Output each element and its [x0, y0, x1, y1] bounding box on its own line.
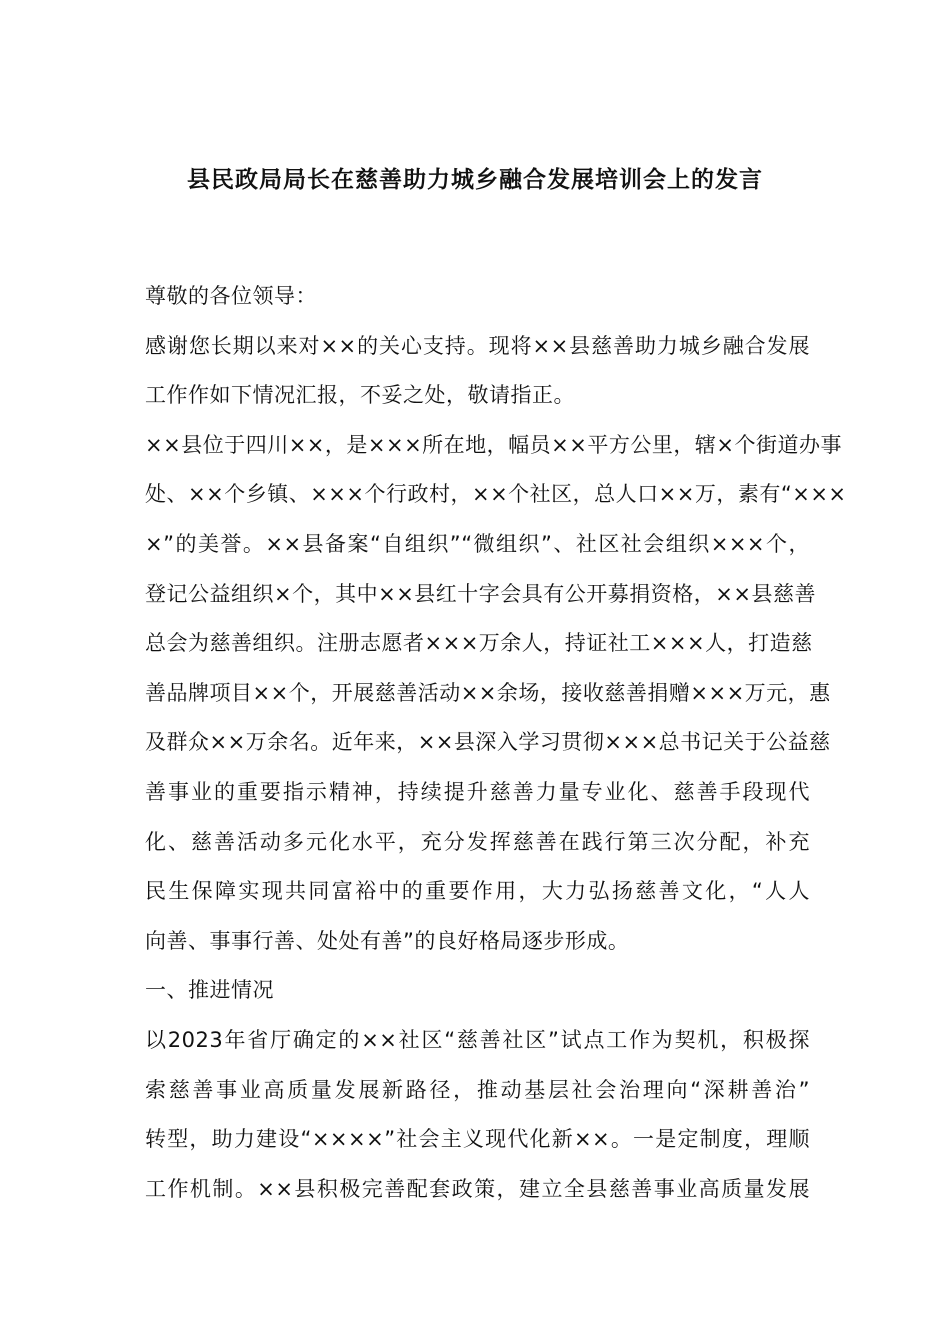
paragraph-line: 善品牌项目××个，开展慈善活动××余场，接收慈善捐赠×××万元，惠 — [145, 680, 831, 705]
document-body — [145, 276, 847, 1218]
paragraph-line: 向善、事事行善、处处有善”的良好格局逐步形成。 — [145, 928, 630, 953]
paragraph-line: ×”的美誉。××县备案“自组织”“微组织”、社区社会组织×××个， — [145, 531, 810, 556]
paragraph-line: 工作作如下情况汇报，不妥之处，敬请指正。 — [145, 383, 575, 408]
paragraph-line: 登记公益组织×个，其中××县红十字会具有公开募捐资格，××县慈善 — [145, 581, 816, 606]
paragraph-line: 处、××个乡镇、×××个行政村，××个社区，总人口××万，素有“××× — [145, 482, 847, 507]
paragraph-line: 化、慈善活动多元化水平，充分发挥慈善在践行第三次分配，补充 — [145, 829, 810, 854]
salutation-line: 尊敬的各位领导： — [145, 284, 317, 308]
paragraph-line: 工作机制。××县积极完善配套政策，建立全县慈善事业高质量发展 — [145, 1176, 810, 1201]
paragraph-line: 索慈善事业高质量发展新路径，推动基层社会治理向“深耕善治” — [145, 1077, 810, 1102]
paragraph-line: 总会为慈善组织。注册志愿者×××万余人，持证社工×××人，打造慈 — [145, 631, 813, 656]
paragraph-line: 以2023年省厅确定的××社区“慈善社区”试点工作为契机，积极探 — [145, 1027, 810, 1052]
paragraph-line: 民生保障实现共同富裕中的重要作用，大力弘扬慈善文化，“人人 — [145, 879, 810, 904]
paragraph-line: 感谢您长期以来对××的关心支持。现将××县慈善助力城乡融合发展 — [145, 333, 810, 358]
document-title: 县民政局局长在慈善助力城乡融合发展培训会上的发言 — [187, 166, 763, 193]
paragraph-line: 善事业的重要指示精神，持续提升慈善力量专业化、慈善手段现代 — [145, 779, 810, 804]
paragraph-line: 转型，助力建设“××××”社会主义现代化新××。一是定制度，理顺 — [145, 1127, 810, 1152]
paragraph-line: 及群众××万余名。近年来，××县深入学习贯彻×××总书记关于公益慈 — [145, 730, 831, 755]
paragraph-line: ××县位于四川××，是×××所在地，幅员××平方公里，辖×个街道办事 — [145, 432, 842, 457]
section-heading: 一、推进情况 — [145, 978, 274, 1003]
